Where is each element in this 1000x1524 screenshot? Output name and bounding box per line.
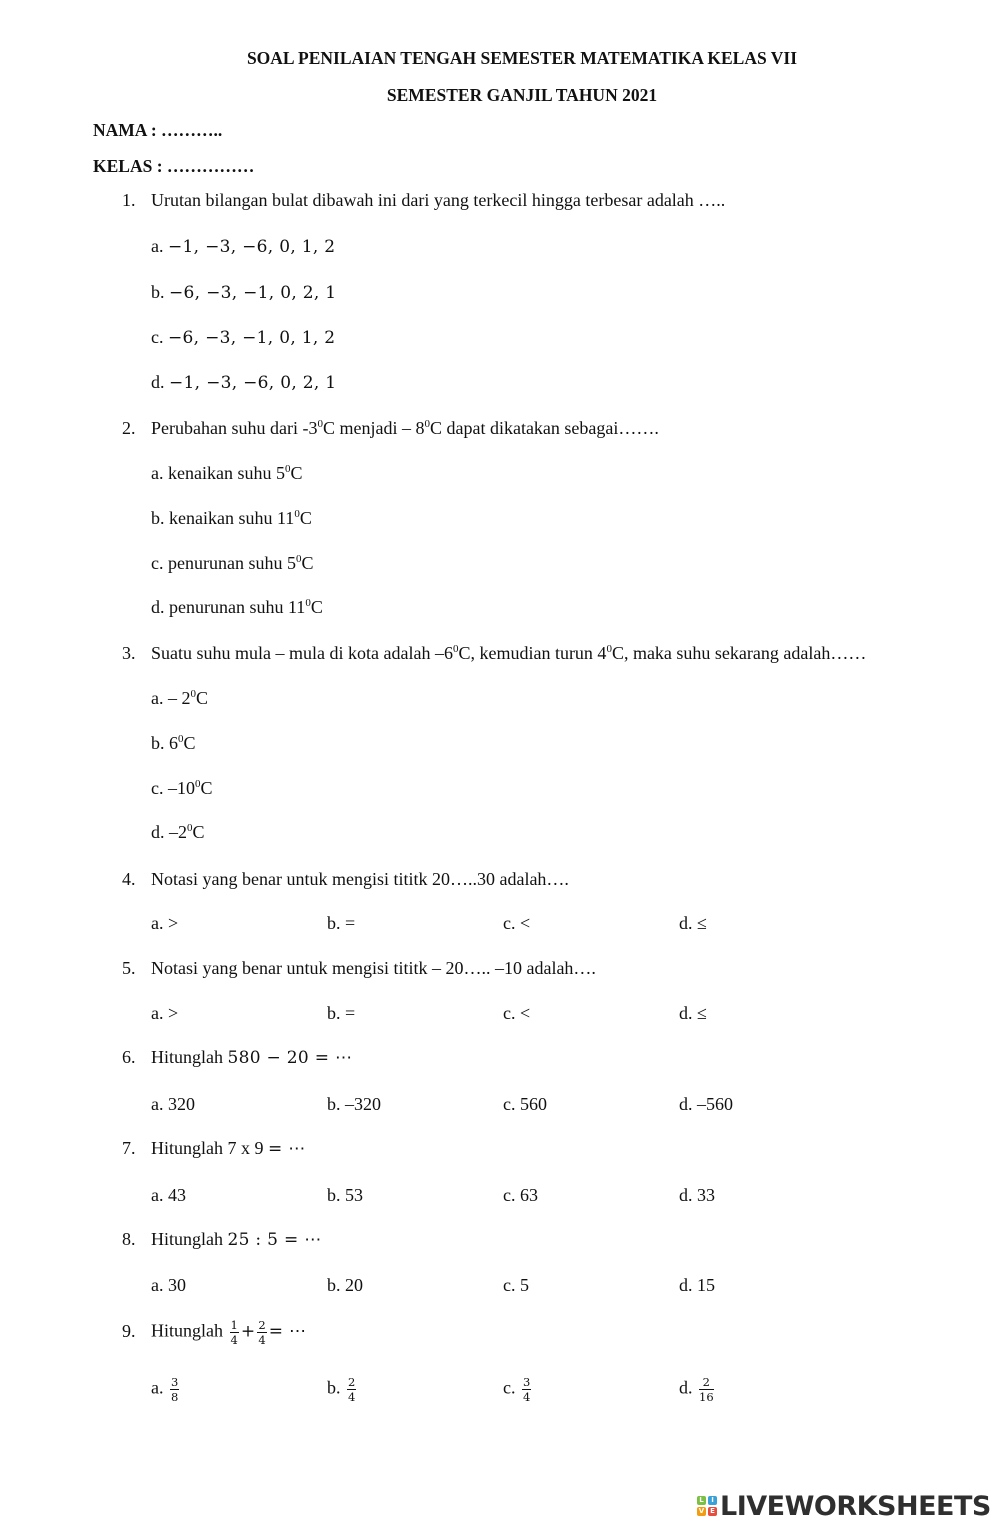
q7-option-c[interactable]: c. 63 bbox=[503, 1185, 538, 1205]
class-field-label: KELAS : …………… bbox=[93, 156, 255, 176]
question-number: 1. bbox=[122, 190, 136, 210]
q9-option-a[interactable]: a. $\frac{3}{8}$ bbox=[151, 1375, 179, 1404]
q1-option-b[interactable]: b. −6, −3, −1, 0, 2, 1 bbox=[151, 282, 337, 303]
fraction: $\frac{1}{4}$ bbox=[230, 1318, 238, 1347]
question-number: 2. bbox=[122, 418, 136, 438]
liveworksheets-logo-icon: L I V E bbox=[697, 1496, 717, 1516]
question-number: 7. bbox=[122, 1138, 136, 1158]
liveworksheets-logo-text: LIVEWORKSHEETS bbox=[720, 1490, 991, 1522]
q3-option-c[interactable]: c. $-10^0C$ bbox=[151, 778, 213, 798]
q2-option-a[interactable]: a. kenaikan suhu $5^0C$ bbox=[151, 463, 303, 483]
q1-option-a[interactable]: a. −1, −3, −6, 0, 1, 2 bbox=[151, 236, 336, 257]
question-9: 9. Hitunglah $\frac{1}{4}$ + $\frac{2}{4}$ = ⋯ bbox=[122, 1318, 307, 1347]
q7-option-a[interactable]: a. 43 bbox=[151, 1185, 186, 1205]
document-subtitle: SEMESTER GANJIL TAHUN 2021 bbox=[386, 85, 658, 105]
q6-option-c[interactable]: c. 560 bbox=[503, 1094, 547, 1114]
q5-option-b[interactable]: b. = bbox=[327, 1003, 356, 1023]
question-number: 8. bbox=[122, 1229, 136, 1249]
q2-option-d[interactable]: d. penurunan suhu $11^0C$ bbox=[151, 597, 323, 617]
question-5: 5. Notasi yang benar untuk mengisi tititk – 20….. –10 adalah…. bbox=[122, 958, 596, 978]
q6-option-a[interactable]: a. 320 bbox=[151, 1094, 195, 1114]
q4-option-b[interactable]: b. = bbox=[327, 913, 356, 933]
q6-option-d[interactable]: d. –560 bbox=[679, 1094, 733, 1114]
question-2: 2. Perubahan suhu dari $-3^0C$ menjadi – $8^0C$ dapat dikatakan sebagai……. bbox=[122, 418, 659, 438]
q7-option-d[interactable]: d. 33 bbox=[679, 1185, 715, 1205]
question-number: 9. bbox=[122, 1320, 136, 1341]
question-number: 4. bbox=[122, 869, 136, 889]
question-number: 3. bbox=[122, 643, 136, 663]
q8-option-b[interactable]: b. 20 bbox=[327, 1275, 363, 1295]
q4-option-a[interactable]: a. > bbox=[151, 913, 179, 933]
q8-option-d[interactable]: d. 15 bbox=[679, 1275, 715, 1295]
q7-option-b[interactable]: b. 53 bbox=[327, 1185, 363, 1205]
q8-option-c[interactable]: c. 5 bbox=[503, 1275, 529, 1295]
liveworksheets-logo bbox=[697, 1490, 991, 1522]
question-8: 8. Hitunglah 25 : 5 = ⋯ bbox=[122, 1229, 322, 1250]
q9-option-b[interactable]: b. $\frac{2}{4}$ bbox=[327, 1375, 356, 1404]
q9-option-d[interactable]: d. $\frac{2}{16}$ bbox=[679, 1375, 714, 1404]
q2-option-b[interactable]: b. kenaikan suhu $11^0C$ bbox=[151, 508, 312, 528]
q2-option-c[interactable]: c. penurunan suhu $5^0C$ bbox=[151, 553, 314, 573]
q8-option-a[interactable]: a. 30 bbox=[151, 1275, 186, 1295]
q1-option-c[interactable]: c. −6, −3, −1, 0, 1, 2 bbox=[151, 327, 336, 348]
question-text: Urutan bilangan bulat dibawah ini dari yang terkecil hingga terbesar adalah ….. bbox=[151, 190, 726, 210]
q4-option-c[interactable]: c. < bbox=[503, 913, 531, 933]
q5-option-a[interactable]: a. > bbox=[151, 1003, 179, 1023]
fraction: $\frac{2}{4}$ bbox=[258, 1318, 266, 1347]
q3-option-a[interactable]: a. – $2^0C$ bbox=[151, 688, 209, 708]
question-number: 6. bbox=[122, 1047, 136, 1067]
q3-option-d[interactable]: d. $-2^0C$ bbox=[151, 822, 205, 842]
question-1 bbox=[122, 190, 725, 211]
q5-option-c[interactable]: c. < bbox=[503, 1003, 531, 1023]
q9-option-c[interactable]: c. $\frac{3}{4}$ bbox=[503, 1375, 531, 1404]
question-6: 6. Hitunglah 580 − 20 = ⋯ bbox=[122, 1047, 353, 1068]
question-7: 7. Hitunglah 7 x 9 = ⋯ bbox=[122, 1138, 306, 1159]
name-field-label: NAMA : ……….. bbox=[93, 120, 223, 140]
question-number: 5. bbox=[122, 958, 136, 978]
q6-option-b[interactable]: b. –320 bbox=[327, 1094, 381, 1114]
document-title: SOAL PENILAIAN TENGAH SEMESTER MATEMATIKA KELAS VII bbox=[246, 48, 798, 68]
q4-option-d[interactable]: d. ≤ bbox=[679, 913, 707, 933]
question-4: 4. Notasi yang benar untuk mengisi tititk 20…..30 adalah…. bbox=[122, 869, 569, 889]
q5-option-d[interactable]: d. ≤ bbox=[679, 1003, 707, 1023]
question-3: 3. Suatu suhu mula – mula di kota adalah $-6^0C$, kemudian turun $4^0C$, maka suhu sekarang adalah…… bbox=[122, 643, 867, 663]
q1-option-d[interactable]: d. −1, −3, −6, 0, 2, 1 bbox=[151, 372, 337, 393]
q3-option-b[interactable]: b. $6^0C$ bbox=[151, 733, 196, 753]
